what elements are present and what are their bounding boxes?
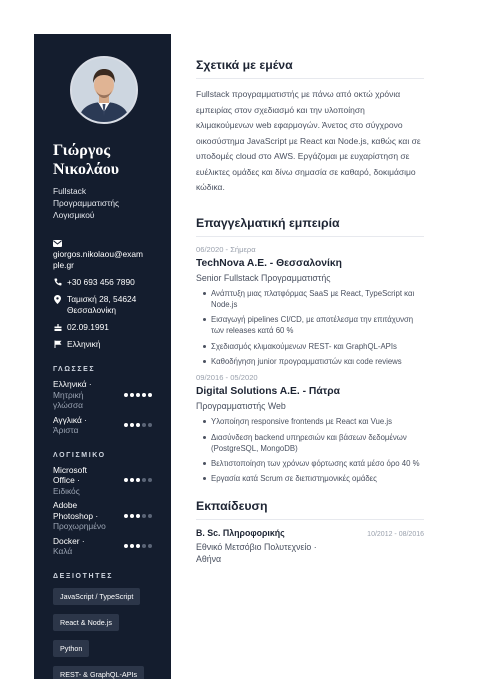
software-name: Adobe (53, 500, 78, 510)
rating-dot-empty (148, 478, 152, 482)
role-line: Fullstack (53, 186, 87, 196)
software-title: ΛΟΓΙΣΜΙΚΟ (53, 451, 106, 459)
software-name: Photoshop · (53, 510, 99, 521)
profile-photo-icon (72, 58, 136, 122)
rating-dot-empty (142, 544, 146, 548)
language-item (53, 379, 152, 411)
rating-dot-filled (130, 478, 134, 482)
contact-nationality (53, 339, 152, 350)
job-bullet: Καθοδήγηση junior προγραμματιστών και code reviews (201, 356, 424, 367)
software-level: Ειδικός (53, 485, 80, 496)
job-company: Digital Solutions A.E. - Πάτρα (196, 386, 340, 398)
job-bullet: Εισαγωγή pipelines CI/CD, με αποτέλεσμα την επιτάχυνση των releases κατά 60 % (201, 314, 424, 337)
sidebar (34, 34, 171, 679)
skill-chip: React & Node.js (53, 614, 119, 631)
contact-list (53, 239, 152, 350)
software-item (53, 500, 152, 532)
education-entry (196, 528, 424, 538)
role-line: Λογισμικού (53, 210, 95, 220)
address-line: Ταμισκή 28, 54624 (67, 294, 137, 304)
software-level: Προχωρημένο (53, 521, 106, 531)
job-bullet: Βελτιστοποίηση των χρόνων φόρτωσης κατά μέσο όρο 40 % (201, 458, 424, 469)
cake-icon (53, 322, 62, 331)
job-bullet: Εργασία κατά Scrum σε διεπιστημονικές ομάδες (201, 473, 424, 484)
contact-birthdate (53, 322, 152, 333)
education-degree: B. Sc. Πληροφορικής (196, 527, 285, 538)
language-level: γλώσσα (53, 400, 83, 410)
job-company: TechNova A.E. - Θεσσαλονίκη (196, 257, 342, 269)
education-dates: 10/2012 - 08/2016 (367, 530, 424, 538)
rating-dot-filled (136, 393, 140, 397)
skill-chip: JavaScript / TypeScript (53, 588, 140, 605)
rating-dot-filled (130, 514, 134, 518)
mail-icon (53, 239, 62, 248)
education-heading: Εκπαίδευση (196, 499, 424, 520)
about-section (196, 58, 424, 196)
rating-dot-filled (124, 423, 128, 427)
rating-dots (124, 478, 152, 482)
rating-dot-filled (130, 544, 134, 548)
contact-phone[interactable] (53, 277, 152, 288)
language-item (53, 415, 152, 436)
about-heading: Σχετικά με εμένα (196, 58, 424, 79)
rating-dot-empty (142, 423, 146, 427)
job-bullet: Διασύνδεση backend υπηρεσιών και βάσεων δεδομένων (PostgreSQL, MongoDB) (201, 432, 424, 455)
language-level: Άριστα (53, 425, 79, 435)
phone-icon (53, 277, 62, 286)
rating-dot-filled (130, 423, 134, 427)
rating-dot-empty (148, 514, 152, 518)
rating-dot-filled (136, 478, 140, 482)
rating-dot-empty (142, 514, 146, 518)
rating-dot-empty (148, 544, 152, 548)
software-item (53, 465, 152, 497)
rating-dot-filled (124, 514, 128, 518)
job-role: Senior Fullstack Προγραμματιστής (196, 272, 331, 283)
job-bullet: Ανάπτυξη μιας πλατφόρμας SaaS με React, TypeScript και Node.js (201, 288, 424, 311)
birthdate-text: 02.09.1991 (67, 322, 109, 332)
rating-dots (124, 544, 152, 548)
education-school (196, 541, 424, 566)
rating-dot-filled (124, 544, 128, 548)
experience-section (196, 216, 424, 485)
rating-dots (124, 393, 152, 397)
rating-dots (124, 423, 152, 427)
email-line: giorgos.nikolaou@exam (53, 249, 143, 259)
job-bullet: Σχεδιασμός κλιμακούμενων REST- και GraphQL-APIs (201, 341, 424, 352)
job-entry (196, 245, 424, 368)
school-line: Εθνικό Μετσόβιο Πολυτεχνείο · (196, 541, 317, 552)
software-name: Docker · (53, 535, 85, 546)
rating-dot-filled (148, 393, 152, 397)
rating-dot-empty (142, 478, 146, 482)
rating-dot-filled (130, 393, 134, 397)
rating-dot-filled (124, 478, 128, 482)
main-content (196, 58, 424, 566)
flag-icon (53, 339, 62, 348)
job-dates: 09/2016 - 05/2020 (196, 373, 258, 383)
profile-role (53, 185, 152, 221)
avatar (70, 56, 138, 124)
software-level: Καλά (53, 546, 73, 556)
skills-title: ΔΕΞΙΟΤΗΤΕΣ (53, 572, 114, 580)
rating-dots (124, 514, 152, 518)
contact-address (53, 294, 152, 316)
name-line: Νικολάου (53, 161, 120, 178)
location-pin-icon (53, 294, 62, 304)
job-role: Προγραμματιστής Web (196, 401, 286, 412)
about-text: Fullstack προγραμματιστής με πάνω από οκτώ χρόνια εμπειρίας στον σχεδιασμό και την υλοποίηση κλιμακούμενων web εφαρμογών. Άνετος στο σύγχρονο οικοσύστημα JavaScript με React και Node.js, καθώς και σε υποδομές cloud στο AWS. Εργάζομαι με ευχαρίστηση σε ευέλικτες ομάδες και δίνω σημασία σε καθαρό, δοκιμάσιμο κώδικα. (196, 89, 421, 192)
rating-dot-filled (136, 514, 140, 518)
address-line: Θεσσαλονίκη (67, 305, 117, 315)
job-dates: 06/2020 - Σήμερα (196, 244, 256, 254)
job-bullet: Υλοποίηση responsive frontends με React και Vue.js (201, 416, 424, 427)
profile-name (53, 141, 152, 179)
rating-dot-filled (136, 423, 140, 427)
job-bullets (201, 416, 424, 484)
education-section (196, 499, 424, 566)
school-line: Αθήνα (196, 554, 222, 565)
software-item (53, 536, 152, 557)
name-line: Γιώργος (53, 142, 111, 159)
skill-chip: Python (53, 640, 89, 657)
rating-dot-filled (136, 544, 140, 548)
skill-chip: REST- & GraphQL-APIs (53, 666, 144, 679)
language-name: Αγγλικά · (53, 414, 87, 425)
experience-heading: Επαγγελματική εμπειρία (196, 216, 424, 237)
job-entry (196, 373, 424, 484)
email-line: ple.gr (53, 260, 74, 270)
rating-dot-filled (124, 393, 128, 397)
rating-dot-filled (142, 393, 146, 397)
phone-text: +30 693 456 7890 (67, 277, 135, 287)
language-name: Ελληνικά · (53, 379, 92, 389)
rating-dot-empty (148, 423, 152, 427)
software-name: Office · (53, 475, 80, 485)
role-line: Προγραμματιστής (53, 198, 120, 208)
skill-chip-list (53, 586, 152, 679)
nationality-text: Ελληνική (67, 339, 101, 349)
job-bullets (201, 288, 424, 368)
languages-title: ΓΛΩΣΣΕΣ (53, 366, 96, 373)
software-name: Microsoft (53, 464, 87, 475)
language-level: Μητρική (53, 389, 84, 400)
contact-email[interactable] (53, 239, 152, 271)
